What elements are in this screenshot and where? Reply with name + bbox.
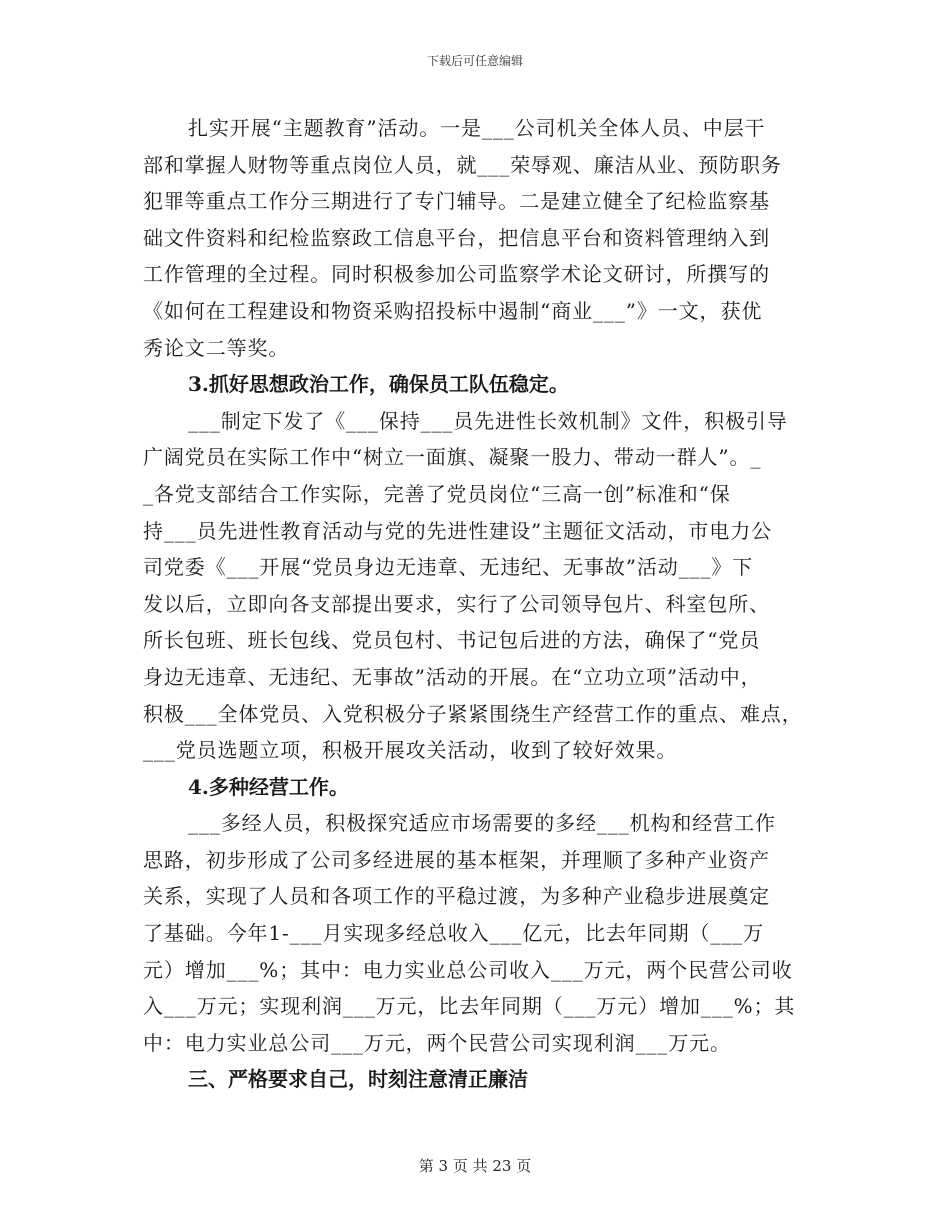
text-line: ___多经人员，积极探究适应市场需要的多经___机构和经营工作 (188, 811, 776, 836)
text-line: 扎实开展“主题教育”活动。一是___公司机关全体人员、中层干 (188, 116, 766, 140)
text-line: 部和掌握人财物等重点岗位人员，就___荣辱观、廉洁从业、预防职务 (143, 152, 782, 177)
text-line: 身边无违章、无违纪、无事故”活动的开展。在“立功立项”活动中， (143, 664, 762, 689)
text-line: 关系，实现了人员和各项工作的平稳过渡，为多种产业稳步进展奠定 (143, 884, 770, 909)
text-line: 所长包班、班长包线、党员包村、书记包后进的方法，确保了“党员 (143, 628, 761, 653)
paragraph-political-work (143, 403, 807, 769)
section-heading-three: 三、严格要求自己，时刻注意清正廉洁 (188, 1067, 528, 1092)
text-line: 发以后，立即向各支部提出要求，实行了公司领导包片、科室包所、 (143, 591, 770, 616)
text-line: 积极___全体党员、入党积极分子紧紧围绕生产经营工作的重点、难点， (143, 701, 803, 726)
text-line: 犯罪等重点工作分三期进行了专门辅导。二是建立健全了纪检监察基 (143, 189, 770, 214)
text-line: 秀论文二等奖。 (143, 335, 290, 360)
text-line: 了基础。今年1-___月实现多经总收入___亿元，比去年同期（___万 (143, 921, 764, 946)
text-line: 元）增加___%；其中：电力实业总公司收入___万元，两个民营公司收 (143, 957, 793, 982)
page-header: 下载后可任意编辑 (426, 54, 523, 68)
paragraph-diversified-business (143, 805, 807, 1061)
text-line: 入___万元；实现利润___万元，比去年同期（___万元）增加___%；其 (143, 994, 796, 1019)
text-line: 工作管理的全过程。同时积极参加公司监察学术论文研讨，所撰写的 (143, 262, 770, 287)
text-line: _各党支部结合工作实际，完善了党员岗位“三高一创”标准和“保 (143, 481, 731, 506)
text-line: 思路，初步形成了公司多经进展的基本框架，并理顺了多种产业资产 (143, 847, 770, 872)
text-line: 《如何在工程建设和物资采购招投标中遏制“商业___”》一文，获优 (143, 298, 763, 323)
text-line: 司党委《___开展“党员身边无违章、无违纪、无事故”活动___》下 (143, 555, 754, 580)
page-number-footer: 第 3 页 共 23 页 (418, 1157, 532, 1175)
paragraph-theme-education (143, 110, 807, 366)
text-line: 持___员先进性教育活动与党的先进性建设”主题征文活动，市电力公 (143, 518, 773, 543)
text-line: ___制定下发了《___保持___员先进性长效机制》文件，积极引导 (188, 408, 788, 433)
document-body (143, 110, 807, 1098)
text-line: 础文件资料和纪检监察政工信息平台，把信息平台和资料管理纳入到 (143, 225, 770, 250)
text-line: 广阔党员在实际工作中“树立一面旗、凝聚一股力、带动一群人”。_ (143, 445, 762, 470)
text-line: ___党员选题立项，积极开展攻关活动，收到了较好效果。 (143, 738, 678, 763)
section-heading-3: 3.抓好思想政治工作，确保员工队伍稳定。 (188, 372, 569, 397)
text-line: 中：电力实业总公司___万元，两个民营公司实现利润___万元。 (143, 1030, 731, 1055)
section-heading-4: 4.多种经营工作。 (188, 774, 349, 799)
